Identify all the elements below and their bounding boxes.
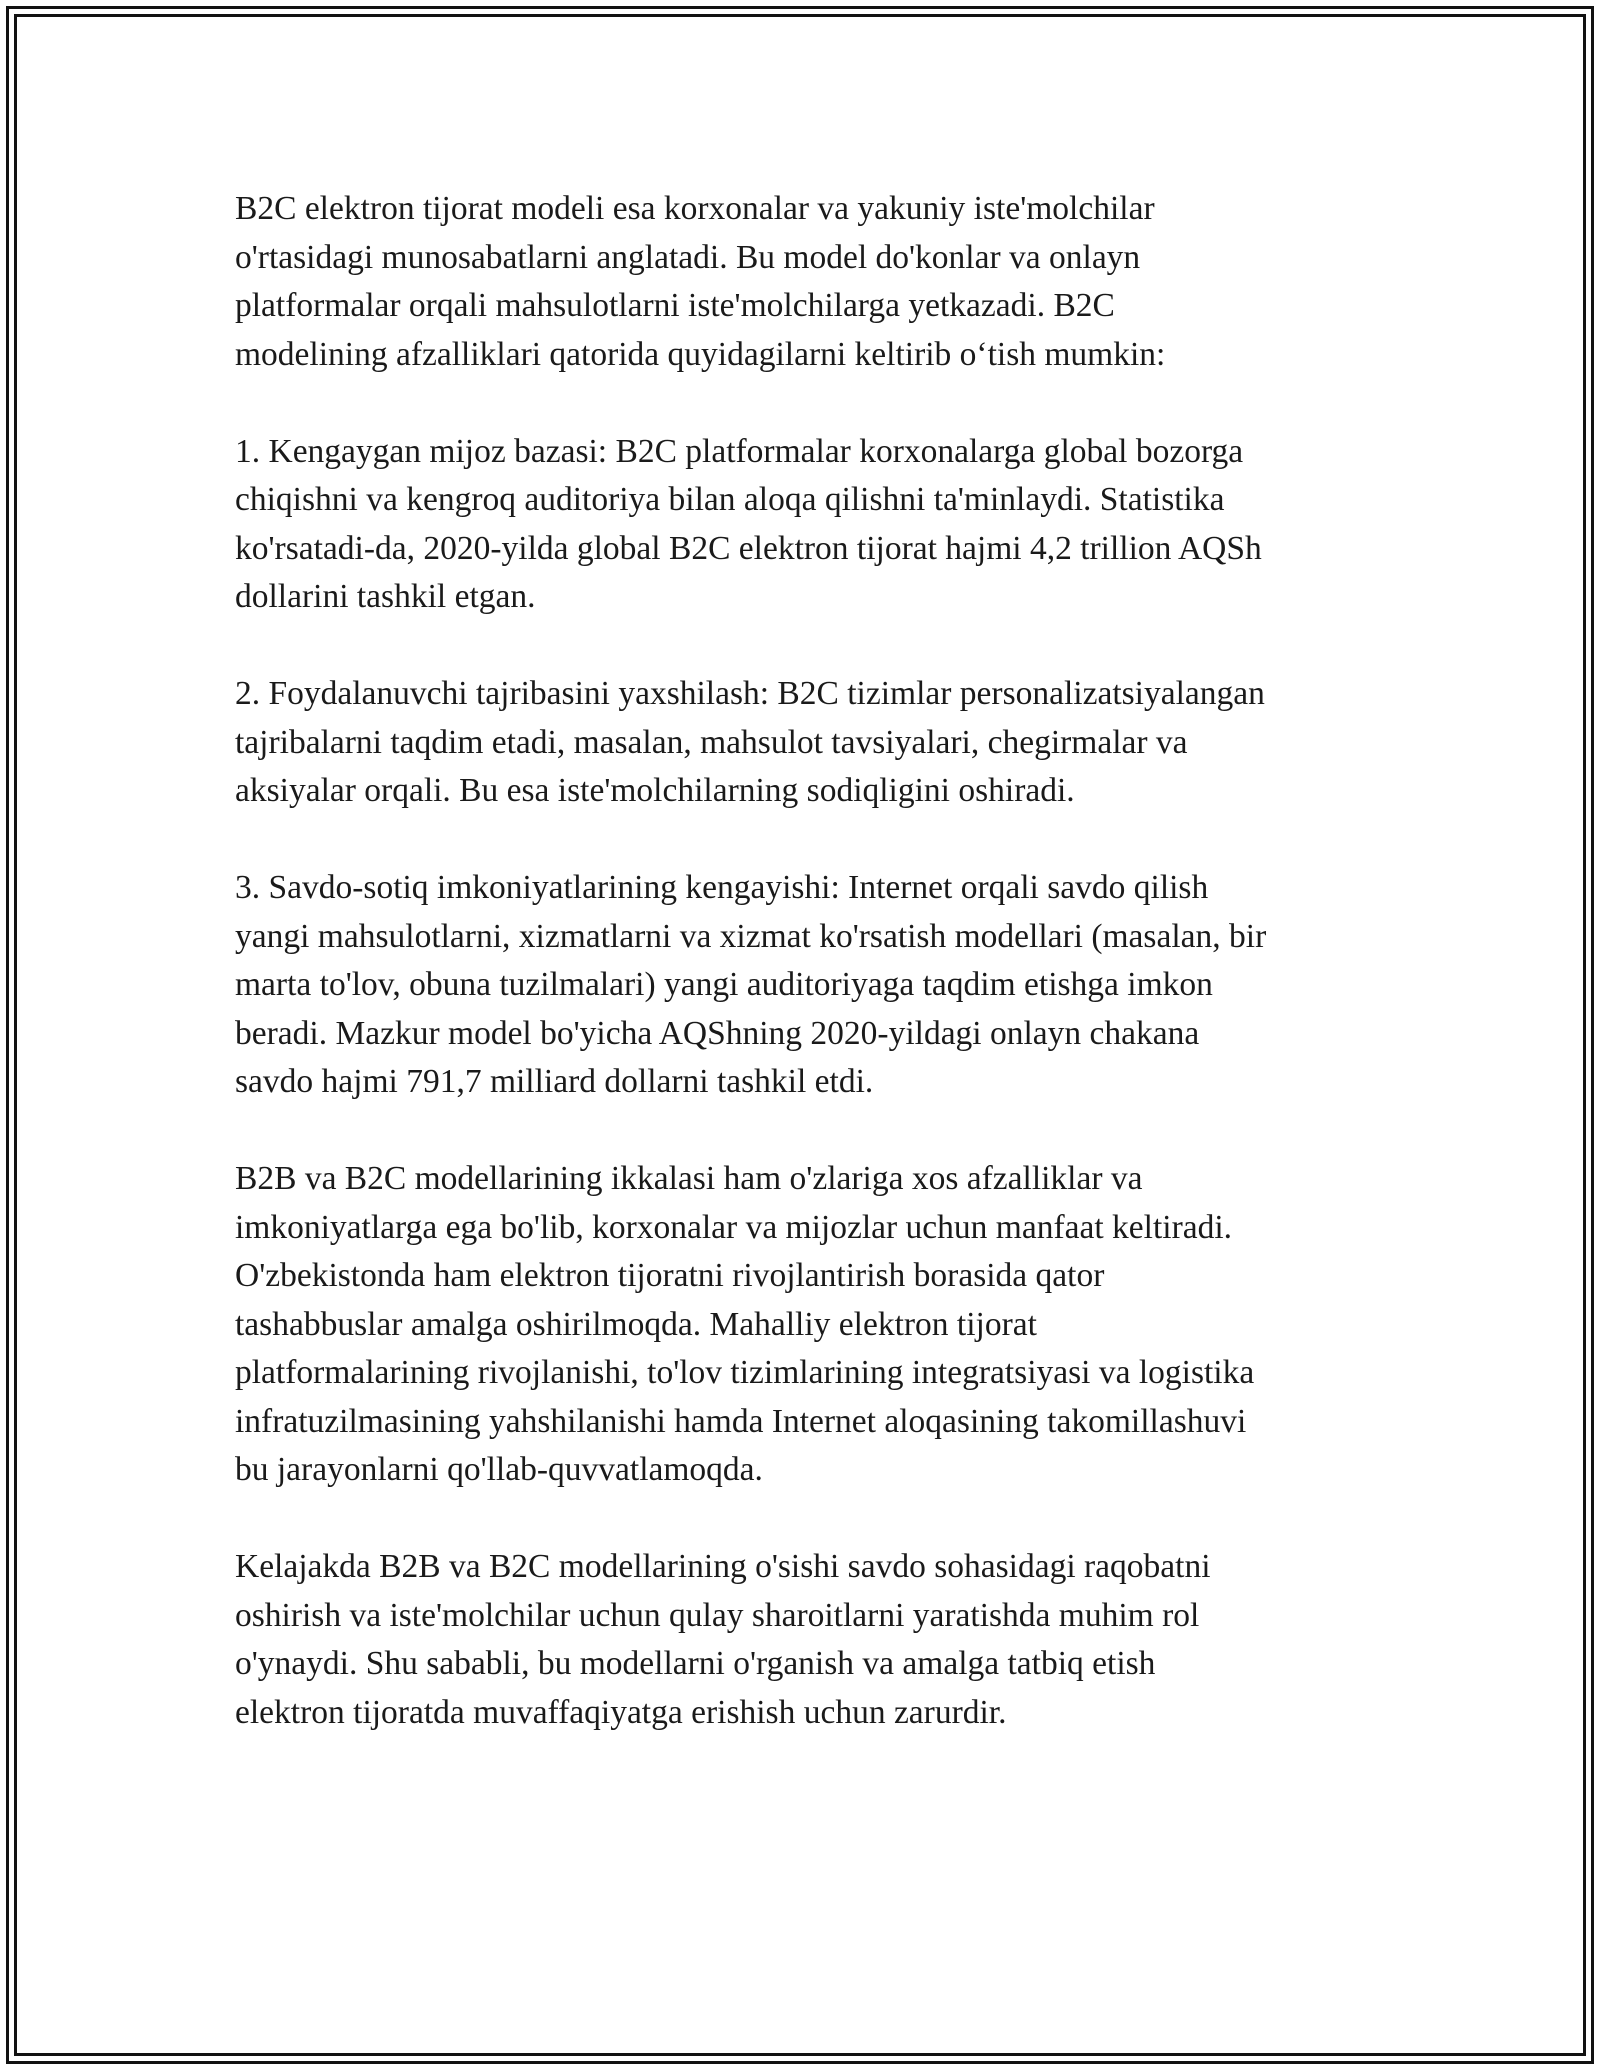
paragraph-conclusion: Kelajakda B2B va B2C modellarining o'sishi savdo sohasidagi raqobatni oshirish va iste'molchilar uchun qulay sharoitlarni yaratishda muhim rol o'ynaydi. Shu sababli, bu modellarni o'rganish va amalga tatbiq etish elektron tijoratda muvaffaqiyatga erishish uchun zarurdir. xyxy=(235,1548,1211,1731)
paragraph-point-2: 2. Foydalanuvchi tajribasini yaxshilash: B2C tizimlar personalizatsiyalangan tajribalarni taqdim etadi, masalan, mahsulot tavsiyalari, chegirmalar va aksiyalar orqali. Bu esa iste'molchilarning sodiqligini oshiradi. xyxy=(235,675,1265,809)
document-body xyxy=(235,185,1385,1737)
paragraph-b2b-b2c-summary: B2B va B2C modellarining ikkalasi ham o'zlariga xos afzalliklar va imkoniyatlarga ega bo'lib, korxonalar va mijozlar uchun manfaat keltiradi. O'zbekistonda ham elektron tijoratni rivojlantirish borasida qator tashabbuslar amalga oshirilmoqda. Mahalliy elektron tijorat platformalarining rivojlanishi, to'lov tizimlarining integratsiyasi va logistika infratuzilmasining yahshilanishi hamda Internet aloqasining takomillashuvi bu jarayonlarni qo'llab-quvvatlamoqda. xyxy=(235,1160,1255,1488)
paragraph-point-1: 1. Kengaygan mijoz bazasi: B2C platformalar korxonalarga global bozorga chiqishni va kengroq auditoriya bilan aloqa qilishni ta'minlaydi. Statistika ko'rsatadi-da, 2020-yilda global B2C elektron tijorat hajmi 4,2 trillion AQSh dollarini tashkil etgan. xyxy=(235,432,1262,615)
paragraph-b2c-intro: B2C elektron tijorat modeli esa korxonalar va yakuniy iste'molchilar o'rtasidagi munosabatlarni anglatadi. Bu model do'konlar va onlayn platformalar orqali mahsulotlarni iste'molchilarga yetkazadi. B2C modelining afzalliklari qatorida quyidagilarni keltirib o‘tish mumkin: xyxy=(235,190,1166,373)
paragraph-point-3: 3. Savdo-sotiq imkoniyatlarining kengayishi: Internet orqali savdo qilish yangi mahsulotlarni, xizmatlarni va xizmat ko'rsatish modellari (masalan, bir marta to'lov, obuna tuzilmalari) yangi auditoriyaga taqdim etishga imkon beradi. Mazkur model bo'yicha AQShning 2020-yildagi onlayn chakana savdo hajmi 791,7 milliard dollarni tashkil etdi. xyxy=(235,869,1267,1100)
